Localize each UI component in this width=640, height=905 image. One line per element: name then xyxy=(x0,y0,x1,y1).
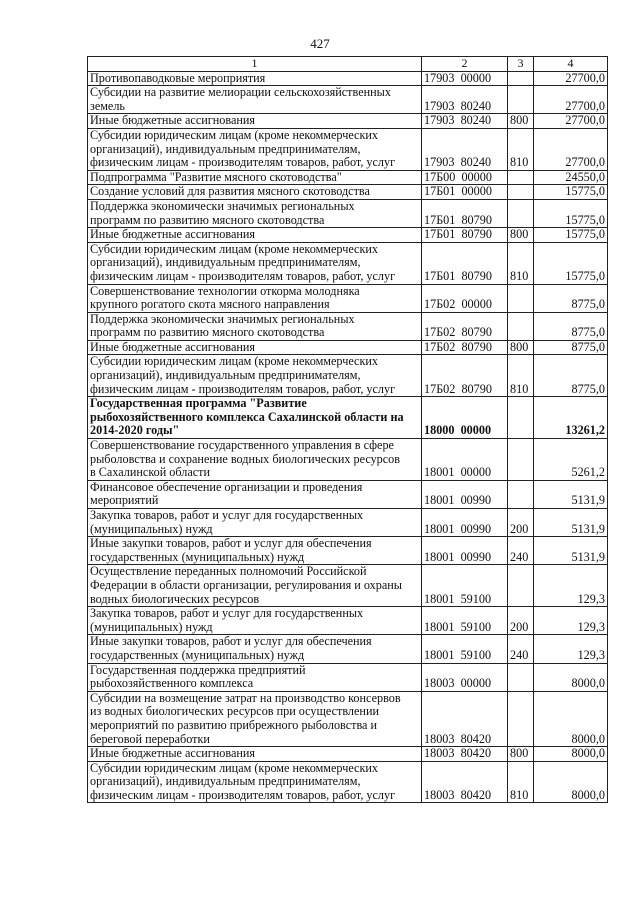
header-col2: 2 xyxy=(422,57,508,72)
row-code-cell: 17903 80240 xyxy=(422,114,508,129)
table-row xyxy=(88,128,608,170)
table-row xyxy=(88,747,608,762)
row-amount-cell: 129,3 xyxy=(534,565,608,607)
row-code-cell: 17Б02 80790 xyxy=(422,355,508,397)
page-number: 427 xyxy=(310,36,330,51)
row-code-cell: 17903 80240 xyxy=(422,86,508,114)
row-type-cell: 810 xyxy=(508,761,534,803)
row-code-cell: 18000 00000 xyxy=(422,397,508,439)
row-name-cell: Субсидии юридическим лицам (кроме некоммерческих организаций), индивидуальным предпринимателям, физическим лицам - производителям товаров, работ, услуг xyxy=(88,761,422,803)
row-type-cell: 800 xyxy=(508,114,534,129)
table-header-row xyxy=(88,57,608,72)
row-amount-cell: 5261,2 xyxy=(534,439,608,481)
row-name-cell: Совершенствование государственного управления в сфере рыболовства и сохранение водных биологических ресурсов в Сахалинской области xyxy=(88,439,422,481)
table-row xyxy=(88,71,608,86)
row-code-cell: 18003 00000 xyxy=(422,663,508,691)
row-type-cell xyxy=(508,312,534,340)
row-type-cell xyxy=(508,170,534,185)
table-row xyxy=(88,537,608,565)
row-type-cell: 810 xyxy=(508,355,534,397)
row-code-cell: 18001 59100 xyxy=(422,607,508,635)
row-amount-cell: 27700,0 xyxy=(534,86,608,114)
row-amount-cell: 5131,9 xyxy=(534,537,608,565)
row-type-cell: 800 xyxy=(508,228,534,243)
row-type-cell: 800 xyxy=(508,747,534,762)
table-row xyxy=(88,86,608,114)
table-row xyxy=(88,761,608,803)
row-type-cell: 240 xyxy=(508,635,534,663)
row-amount-cell: 129,3 xyxy=(534,635,608,663)
row-amount-cell: 8000,0 xyxy=(534,691,608,746)
row-code-cell: 17Б02 80790 xyxy=(422,312,508,340)
row-name-cell: Иные закупки товаров, работ и услуг для обеспечения государственных (муниципальных) нужд xyxy=(88,635,422,663)
row-type-cell: 800 xyxy=(508,340,534,355)
row-amount-cell: 27700,0 xyxy=(534,128,608,170)
header-col3: 3 xyxy=(508,57,534,72)
row-code-cell: 17Б01 80790 xyxy=(422,199,508,227)
row-amount-cell: 8000,0 xyxy=(534,747,608,762)
row-amount-cell: 5131,9 xyxy=(534,509,608,537)
row-type-cell: 810 xyxy=(508,128,534,170)
table-row xyxy=(88,607,608,635)
table-row xyxy=(88,635,608,663)
row-code-cell: 18001 00990 xyxy=(422,537,508,565)
row-code-cell: 17903 00000 xyxy=(422,71,508,86)
row-code-cell: 17903 80240 xyxy=(422,128,508,170)
row-code-cell: 18003 80420 xyxy=(422,691,508,746)
row-name-cell: Совершенствование технологии откорма молодняка крупного рогатого скота мясного направления xyxy=(88,284,422,312)
table-row xyxy=(88,185,608,200)
row-code-cell: 18003 80420 xyxy=(422,747,508,762)
table-row xyxy=(88,565,608,607)
row-name-cell: Иные бюджетные ассигнования xyxy=(88,114,422,129)
table-row xyxy=(88,355,608,397)
row-type-cell xyxy=(508,691,534,746)
table-row xyxy=(88,439,608,481)
table-row xyxy=(88,663,608,691)
row-type-cell xyxy=(508,439,534,481)
row-code-cell: 17Б01 80790 xyxy=(422,242,508,284)
row-name-cell: Закупка товаров, работ и услуг для государственных (муниципальных) нужд xyxy=(88,607,422,635)
table-row xyxy=(88,170,608,185)
row-type-cell xyxy=(508,663,534,691)
row-type-cell: 810 xyxy=(508,242,534,284)
table-row xyxy=(88,340,608,355)
row-code-cell: 17Б01 80790 xyxy=(422,228,508,243)
row-amount-cell: 13261,2 xyxy=(534,397,608,439)
row-name-cell: Иные бюджетные ассигнования xyxy=(88,747,422,762)
table-row xyxy=(88,691,608,746)
row-code-cell: 17Б01 00000 xyxy=(422,185,508,200)
row-name-cell: Создание условий для развития мясного скотоводства xyxy=(88,185,422,200)
row-type-cell: 200 xyxy=(508,509,534,537)
row-name-cell: Субсидии юридическим лицам (кроме некоммерческих организаций), индивидуальным предпринимателям, физическим лицам - производителям товаров, работ, услуг xyxy=(88,128,422,170)
row-code-cell: 18001 59100 xyxy=(422,635,508,663)
row-amount-cell: 15775,0 xyxy=(534,185,608,200)
row-amount-cell: 27700,0 xyxy=(534,114,608,129)
table-row xyxy=(88,312,608,340)
row-name-cell: Закупка товаров, работ и услуг для государственных (муниципальных) нужд xyxy=(88,509,422,537)
row-code-cell: 18001 59100 xyxy=(422,565,508,607)
row-amount-cell: 27700,0 xyxy=(534,71,608,86)
row-amount-cell: 8775,0 xyxy=(534,355,608,397)
row-name-cell: Поддержка экономически значимых региональных программ по развитию мясного скотоводства xyxy=(88,199,422,227)
row-amount-cell: 8775,0 xyxy=(534,312,608,340)
row-type-cell xyxy=(508,284,534,312)
row-name-cell: Осуществление переданных полномочий Российской Федерации в области организации, регулирования и охраны водных биологических ресурсов xyxy=(88,565,422,607)
row-code-cell: 17Б02 00000 xyxy=(422,284,508,312)
row-type-cell: 200 xyxy=(508,607,534,635)
row-name-cell: Государственная поддержка предприятий рыбохозяйственного комплекса xyxy=(88,663,422,691)
row-amount-cell: 8775,0 xyxy=(534,340,608,355)
row-name-cell: Поддержка экономически значимых региональных программ по развитию мясного скотоводства xyxy=(88,312,422,340)
row-type-cell xyxy=(508,185,534,200)
row-code-cell: 18001 00000 xyxy=(422,439,508,481)
row-amount-cell: 15775,0 xyxy=(534,199,608,227)
row-code-cell: 18003 80420 xyxy=(422,761,508,803)
row-name-cell: Иные бюджетные ассигнования xyxy=(88,228,422,243)
table-row xyxy=(88,242,608,284)
row-code-cell: 17Б02 80790 xyxy=(422,340,508,355)
row-amount-cell: 8775,0 xyxy=(534,284,608,312)
table-row xyxy=(88,114,608,129)
table-row xyxy=(88,397,608,439)
row-name-cell: Иные закупки товаров, работ и услуг для обеспечения государственных (муниципальных) нужд xyxy=(88,537,422,565)
row-amount-cell: 8000,0 xyxy=(534,663,608,691)
row-type-cell xyxy=(508,397,534,439)
row-code-cell: 18001 00990 xyxy=(422,480,508,508)
row-type-cell xyxy=(508,565,534,607)
row-name-cell: Субсидии юридическим лицам (кроме некоммерческих организаций), индивидуальным предпринимателям, физическим лицам - производителям товаров, работ, услуг xyxy=(88,355,422,397)
row-name-cell: Подпрограмма "Развитие мясного скотоводства" xyxy=(88,170,422,185)
row-type-cell xyxy=(508,86,534,114)
row-name-cell: Финансовое обеспечение организации и проведения мероприятий xyxy=(88,480,422,508)
row-type-cell xyxy=(508,480,534,508)
row-code-cell: 18001 00990 xyxy=(422,509,508,537)
table-row xyxy=(88,228,608,243)
row-name-cell: Иные бюджетные ассигнования xyxy=(88,340,422,355)
table-body xyxy=(88,57,608,803)
header-col4: 4 xyxy=(534,57,608,72)
row-name-cell: Государственная программа "Развитие рыбохозяйственного комплекса Сахалинской области на 2014-2020 годы" xyxy=(88,397,422,439)
row-name-cell: Субсидии на развитие мелиорации сельскохозяйственных земель xyxy=(88,86,422,114)
budget-table xyxy=(87,56,608,803)
row-name-cell: Субсидии юридическим лицам (кроме некоммерческих организаций), индивидуальным предпринимателям, физическим лицам - производителям товаров, работ, услуг xyxy=(88,242,422,284)
row-amount-cell: 15775,0 xyxy=(534,228,608,243)
row-type-cell xyxy=(508,71,534,86)
row-type-cell xyxy=(508,199,534,227)
table-row xyxy=(88,284,608,312)
row-name-cell: Субсидии на возмещение затрат на производство консервов из водных биологических ресурсов при осуществлении мероприятий по развитию прибрежного рыболовства и береговой переработки xyxy=(88,691,422,746)
table-row xyxy=(88,480,608,508)
row-name-cell: Противопаводковые мероприятия xyxy=(88,71,422,86)
row-amount-cell: 129,3 xyxy=(534,607,608,635)
header-col1: 1 xyxy=(88,57,422,72)
row-type-cell: 240 xyxy=(508,537,534,565)
table-row xyxy=(88,199,608,227)
row-amount-cell: 24550,0 xyxy=(534,170,608,185)
row-amount-cell: 15775,0 xyxy=(534,242,608,284)
table-row xyxy=(88,509,608,537)
row-code-cell: 17Б00 00000 xyxy=(422,170,508,185)
row-amount-cell: 5131,9 xyxy=(534,480,608,508)
row-amount-cell: 8000,0 xyxy=(534,761,608,803)
